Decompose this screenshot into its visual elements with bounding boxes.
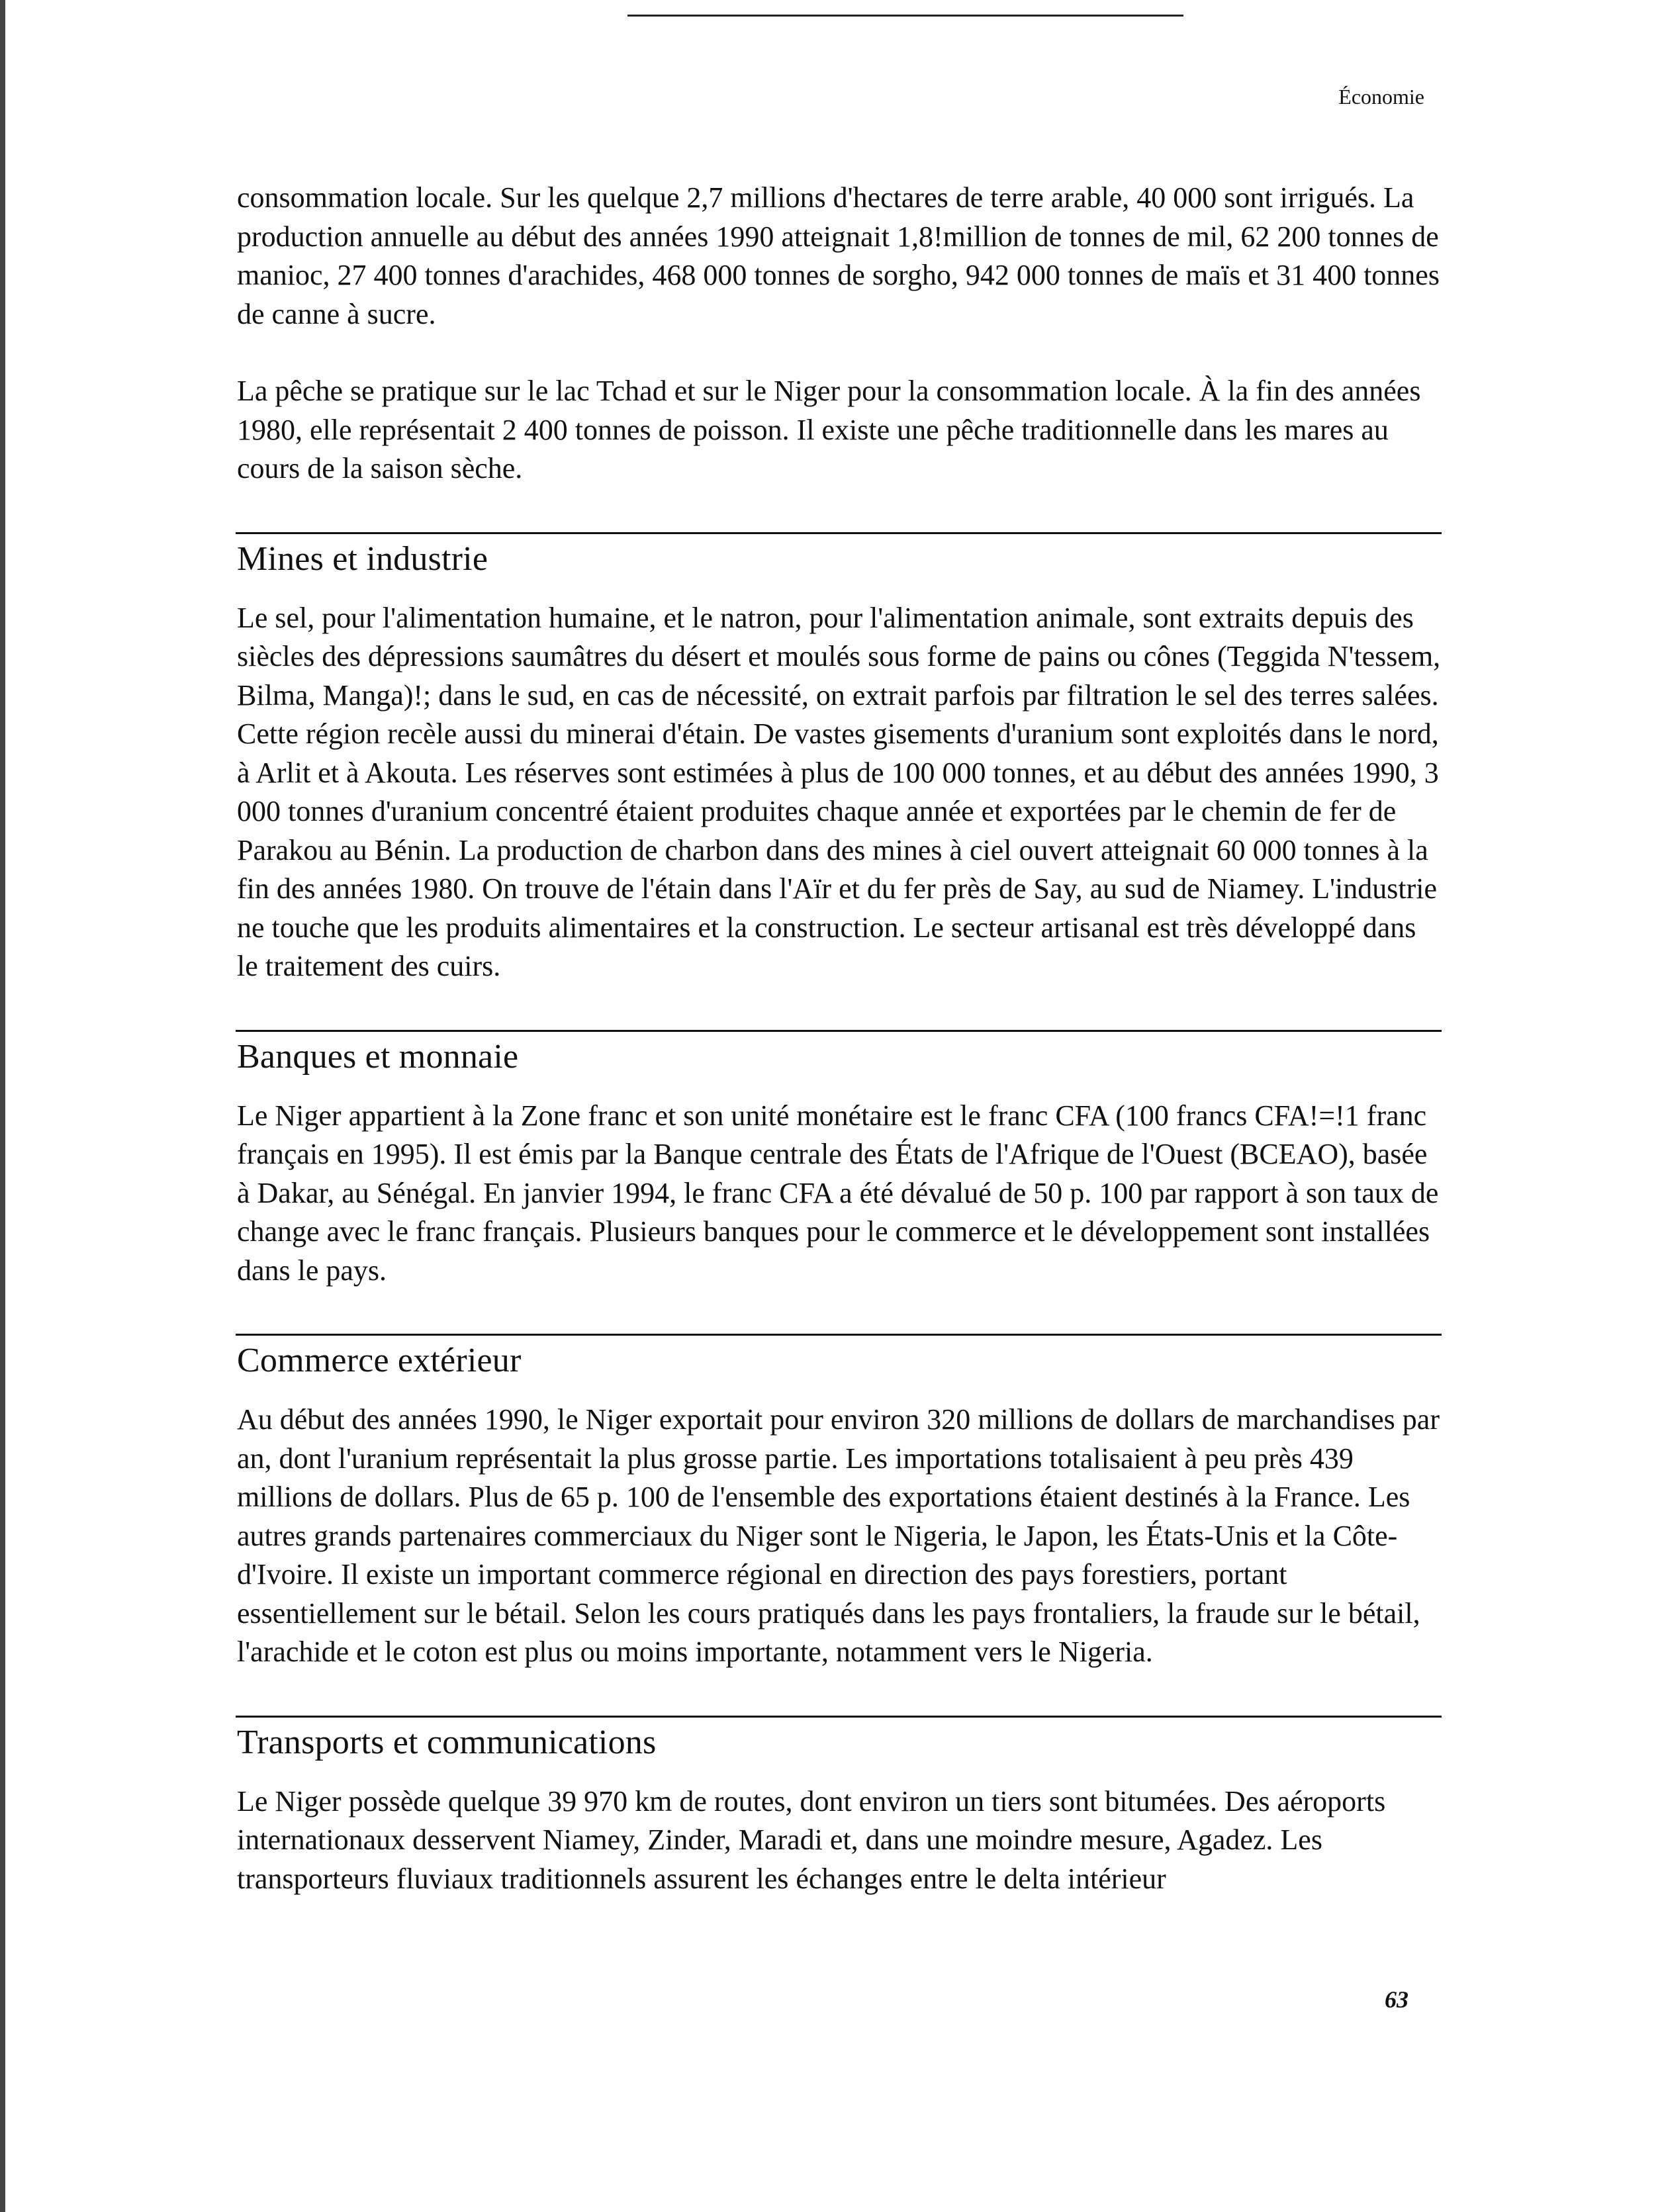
section-transports-communications (237, 1716, 1442, 1899)
section-rule (236, 532, 1442, 534)
intro-paragraph-2: La pêche se pratique sur le lac Tchad et sur le Niger pour la consommation locale. À la fin des années 1980, elle représentait 2 400 tonnes de poisson. Il existe une pêche traditionnelle dans les mares au cours de la saison sèche. (237, 375, 1421, 484)
section-text: Le Niger appartient à la Zone franc et son unité monétaire est le franc CFA (100 francs CFA!=!1 franc français en 1995). Il est émis par la Banque centrale des États de l'Afrique de l'Ouest (BCEAO), basée à Dakar, au Sénégal. En janvier 1994, le franc CFA a été dévalué de 50 p. 100 par rapport à son taux de change avec le franc français. Plusieurs banques pour le commerce et le développement sont installées dans le pays. (237, 1099, 1439, 1287)
section-text: Le sel, pour l'alimentation humaine, et le natron, pour l'alimentation animale, sont extraits depuis des siècles des dépressions saumâtres du désert et moulés sous forme de pains ou cônes (Teggida N'tessem, Bilma, Manga)!; dans le sud, en cas de nécessité, on extrait parfois par filtration le sel des terres salées. Cette région recèle aussi du minerai d'étain. De vastes gisements d'uranium sont exploités dans le nord, à Arlit et à Akouta. Les réserves sont estimées à plus de 100 000 tonnes, et au début des années 1990, 3 000 tonnes d'uranium concentré étaient produites chaque année et exportées par le chemin de fer de Parakou au Bénin. La production de charbon dans des mines à ciel ouvert atteignait 60 000 tonnes à la fin des années 1980. On trouve de l'étain dans l'Aïr et du fer près de Say, au sud de Niamey. L'industrie ne touche que les produits alimentaires et la construction. Le secteur artisanal est très développé dans le traitement des cuirs. (237, 601, 1441, 982)
section-title: Mines et industrie (237, 539, 488, 578)
section-rule (236, 1030, 1442, 1032)
section-banques-monnaie (237, 1030, 1442, 1291)
section-rule (236, 1716, 1442, 1718)
section-text: Le Niger possède quelque 39 970 km de routes, dont environ un tiers sont bitumées. Des aéroports internationaux desservent Niamey, Zinder, Maradi et, dans une moindre mesure, Agadez. Les transporteurs fluviaux traditionnels assurent les échanges entre le delta intérieur (237, 1784, 1386, 1895)
top-rule (627, 15, 1183, 17)
intro-paragraph-1: consommation locale. Sur les quelque 2,7 millions d'hectares de terre arable, 40 000 sont irrigués. La production annuelle au début des années 1990 atteignait 1,8!million de tonnes de mil, 62 200 tonnes de manioc, 27 400 tonnes d'arachides, 468 000 tonnes de sorgho, 942 000 tonnes de maïs et 31 400 tonnes de canne à sucre. (237, 181, 1440, 330)
section-mines-industrie (237, 532, 1442, 986)
page-content (237, 179, 1442, 1898)
section-title: Commerce extérieur (237, 1342, 522, 1379)
section-title: Banques et monnaie (237, 1037, 519, 1076)
section-commerce-exterieur (237, 1334, 1442, 1672)
page-number: 63 (1385, 1986, 1408, 2013)
running-head: Économie (1338, 85, 1424, 109)
section-title: Transports et communications (237, 1723, 657, 1761)
page-left-edge (0, 0, 5, 2212)
section-rule (236, 1334, 1442, 1336)
section-text: Au début des années 1990, le Niger exportait pour environ 320 millions de dollars de marchandises par an, dont l'uranium représentait la plus grosse partie. Les importations totalisaient à peu près 439 millions de dollars. Plus de 65 p. 100 de l'ensemble des exportations étaient destinés à la France. Les autres grands partenaires commerciaux du Niger sont le Nigeria, le Japon, les États-Unis et la Côte-d'Ivoire. Il existe un important commerce régional en direction des pays forestiers, portant essentiellement sur le bétail. Selon les cours pratiqués dans les pays frontaliers, la fraude sur le bétail, l'arachide et le coton est plus ou moins importante, notamment vers le Nigeria. (237, 1403, 1440, 1668)
